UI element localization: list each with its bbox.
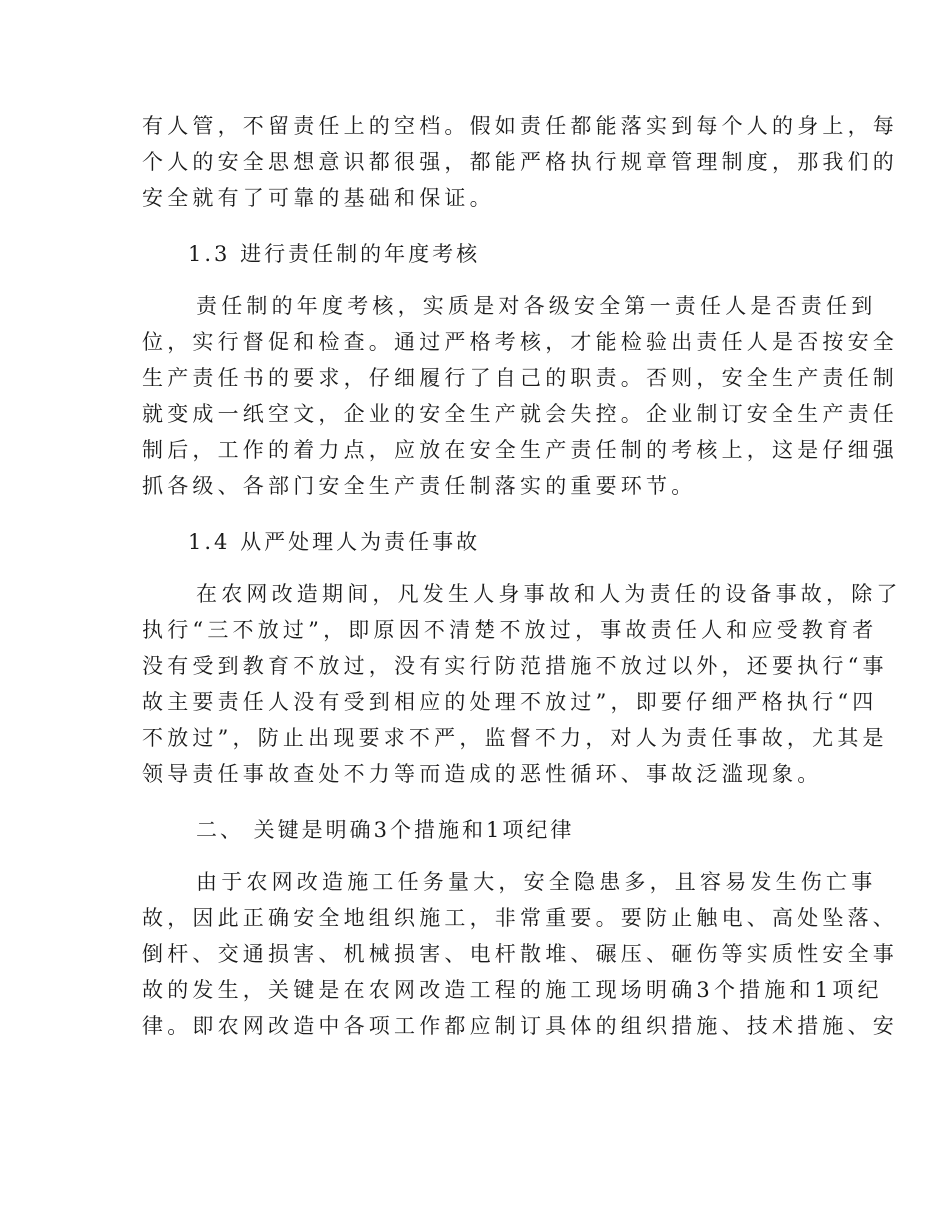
text-line: 不放过”，防止出现要求不严，监督不力，对人为责任事故，尤其是 — [142, 726, 888, 750]
text-line: 故主要责任人没有受到相应的处理不放过”，即要仔细严格执行“四 — [142, 690, 878, 714]
section-heading-1-4: 1.4 从严处理人为责任事故 — [188, 530, 481, 554]
text-line: 由于农网改造施工任务量大，安全隐患多，且容易发生伤亡事 — [196, 870, 877, 894]
text-line: 没有受到教育不放过，没有实行防范措施不放过以外，还要执行“事 — [142, 654, 888, 678]
text-line: 制后，工作的着力点，应放在安全生产责任制的考核上，这是仔细强 — [142, 438, 898, 462]
text-line: 个人的安全思想意识都很强，都能严格执行规章管理制度，那我们的 — [142, 150, 898, 174]
section-heading-1-3: 1.3 进行责任制的年度考核 — [188, 242, 481, 266]
text-line: 安全就有了可靠的基础和保证。 — [142, 186, 495, 210]
text-line: 就变成一纸空文，企业的安全生产就会失控。企业制订安全生产责任 — [142, 402, 898, 426]
section-heading-2: 二、 关键是明确3个措施和1项纪律 — [196, 818, 575, 842]
text-line: 有人管，不留责任上的空档。假如责任都能落实到每个人的身上，每 — [142, 114, 898, 138]
text-line: 倒杆、交通损害、机械损害、电杆散堆、碾压、砸伤等实质性安全事 — [142, 942, 898, 966]
text-line: 在农网改造期间，凡发生人身事故和人为责任的设备事故，除了 — [196, 582, 902, 606]
text-line: 执行“三不放过”，即原因不清楚不放过，事故责任人和应受教育者 — [142, 618, 878, 642]
text-line: 故的发生，关键是在农网改造工程的施工现场明确3个措施和1项纪 — [142, 978, 883, 1002]
text-line: 抓各级、各部门安全生产责任制落实的重要环节。 — [142, 474, 697, 498]
text-line: 故，因此正确安全地组织施工，非常重要。要防止触电、高处坠落、 — [142, 906, 898, 930]
text-line: 位，实行督促和检查。通过严格考核，才能检验出责任人是否按安全 — [142, 330, 898, 354]
text-line: 律。即农网改造中各项工作都应制订具体的组织措施、技术措施、安 — [142, 1014, 898, 1038]
text-line: 领导责任事故查处不力等而造成的恶性循环、事故泛滥现象。 — [142, 762, 823, 786]
text-line: 生产责任书的要求，仔细履行了自己的职责。否则，安全生产责任制 — [142, 366, 898, 390]
text-line: 责任制的年度考核，实质是对各级安全第一责任人是否责任到 — [196, 294, 877, 318]
